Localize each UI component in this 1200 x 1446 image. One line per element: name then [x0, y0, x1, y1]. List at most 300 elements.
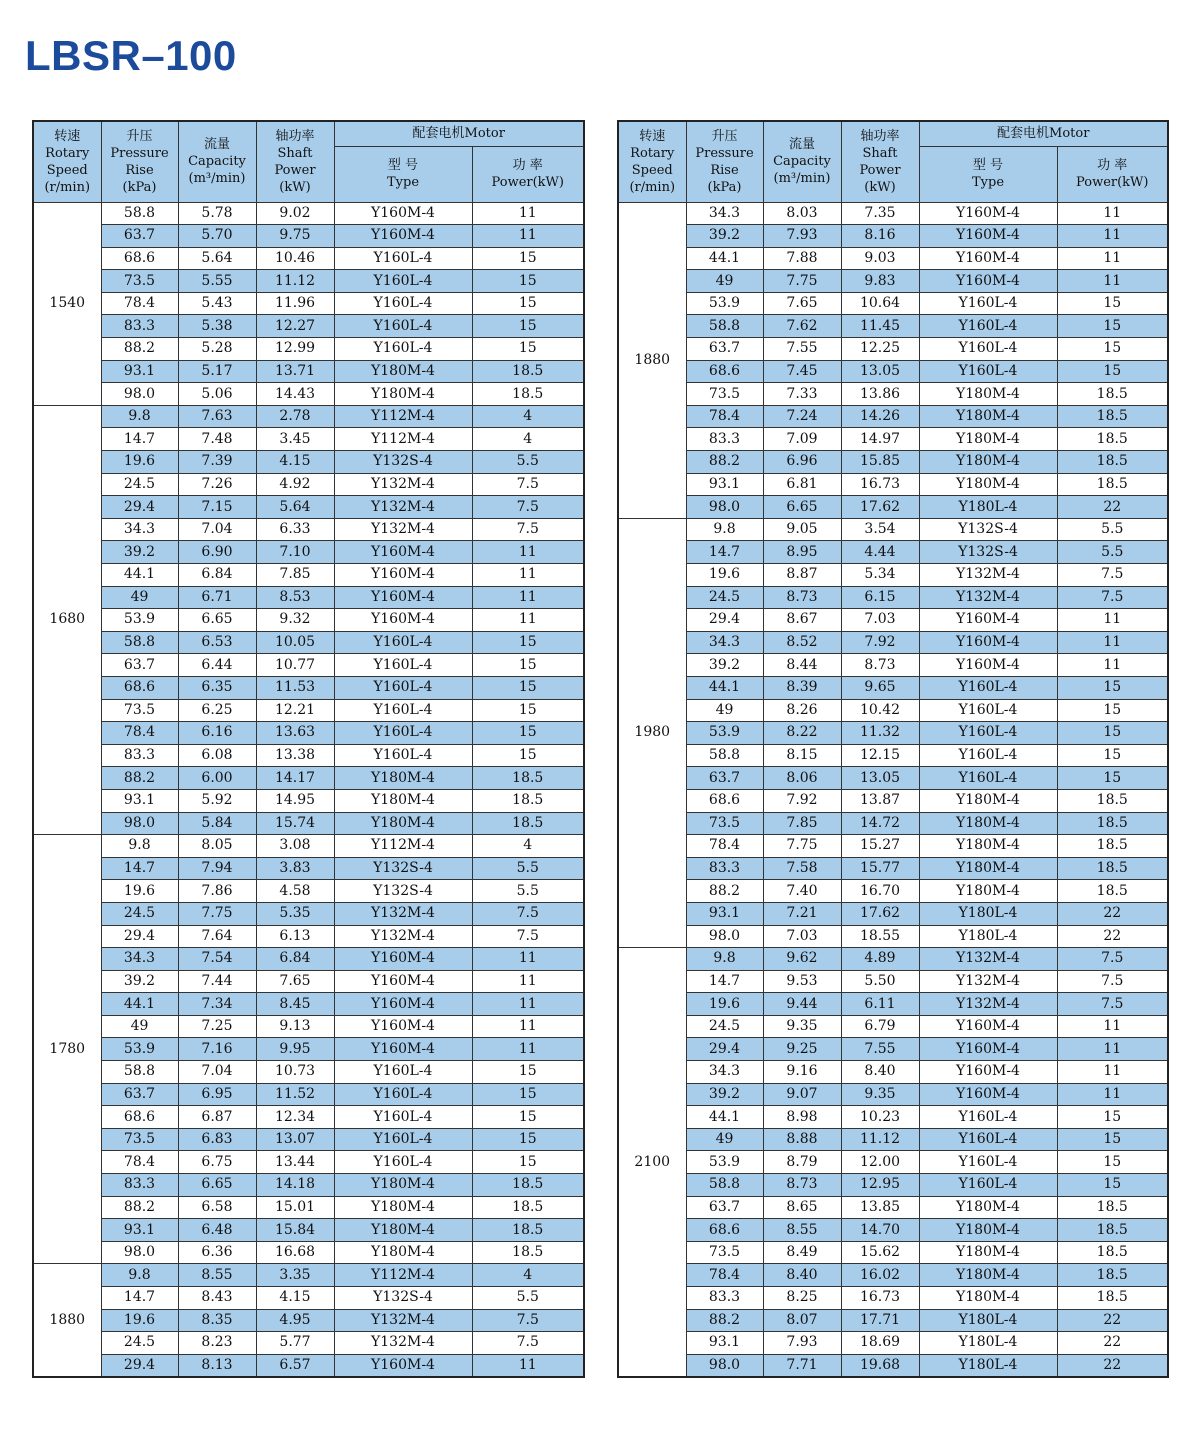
table-row — [33, 789, 584, 812]
shaft-power-cell: 16.02 — [841, 1264, 919, 1287]
capacity-cell: 8.22 — [763, 722, 841, 745]
motor-type-cell: Y160L-4 — [334, 654, 472, 677]
capacity-cell: 8.67 — [763, 609, 841, 632]
pressure-rise-cell: 14.7 — [686, 970, 763, 993]
page-title: LBSR–100 — [25, 32, 237, 79]
pressure-rise-cell: 78.4 — [686, 1264, 763, 1287]
motor-power-cell: 5.5 — [1057, 541, 1168, 564]
pressure-rise-cell: 93.1 — [101, 789, 178, 812]
shaft-power-cell: 13.05 — [841, 360, 919, 383]
table-row — [33, 699, 584, 722]
motor-power-cell: 7.5 — [472, 496, 584, 519]
motor-power-cell: 18.5 — [1057, 812, 1168, 835]
pressure-rise-cell: 83.3 — [101, 315, 178, 338]
table-row — [618, 496, 1168, 519]
shaft-power-cell: 4.15 — [256, 1287, 334, 1310]
capacity-cell: 7.64 — [178, 925, 256, 948]
shaft-power-cell: 12.27 — [256, 315, 334, 338]
table-row — [618, 360, 1168, 383]
pressure-rise-cell: 29.4 — [686, 1038, 763, 1061]
table-row — [33, 1196, 584, 1219]
motor-type-cell: Y132M-4 — [334, 496, 472, 519]
pressure-rise-cell: 34.3 — [686, 631, 763, 654]
motor-type-cell: Y180M-4 — [334, 360, 472, 383]
pressure-rise-cell: 93.1 — [686, 1332, 763, 1355]
table-row — [33, 360, 584, 383]
shaft-power-cell: 10.64 — [841, 292, 919, 315]
header-motor-type — [334, 146, 472, 202]
capacity-cell: 7.40 — [763, 880, 841, 903]
motor-type-cell: Y132M-4 — [334, 518, 472, 541]
motor-type-cell: Y160L-4 — [919, 292, 1057, 315]
capacity-cell: 9.05 — [763, 518, 841, 541]
pressure-rise-cell: 63.7 — [101, 225, 178, 248]
shaft-power-cell: 12.99 — [256, 338, 334, 361]
table-row — [33, 654, 584, 677]
shaft-power-cell: 15.01 — [256, 1196, 334, 1219]
shaft-power-cell: 14.97 — [841, 428, 919, 451]
capacity-cell: 7.88 — [763, 247, 841, 270]
table-row — [33, 993, 584, 1016]
motor-power-cell: 5.5 — [472, 880, 584, 903]
pressure-rise-cell: 93.1 — [101, 360, 178, 383]
shaft-power-cell: 14.17 — [256, 767, 334, 790]
pressure-rise-cell: 9.8 — [686, 948, 763, 971]
capacity-cell: 5.64 — [178, 247, 256, 270]
capacity-cell: 5.43 — [178, 292, 256, 315]
header-motor-label: 配套电机Motor — [412, 126, 505, 142]
pressure-rise-cell: 9.8 — [101, 835, 178, 858]
header-rotary-speed-label: 转速 Rotary Speed (r/min) — [44, 128, 91, 195]
pressure-rise-cell: 19.6 — [686, 993, 763, 1016]
capacity-cell: 7.15 — [178, 496, 256, 519]
shaft-power-cell: 15.77 — [841, 857, 919, 880]
capacity-cell: 8.44 — [763, 654, 841, 677]
motor-type-cell: Y132S-4 — [334, 880, 472, 903]
pressure-rise-cell: 98.0 — [686, 925, 763, 948]
table-row — [33, 383, 584, 406]
pressure-rise-cell: 78.4 — [101, 722, 178, 745]
shaft-power-cell: 6.11 — [841, 993, 919, 1016]
motor-power-cell: 18.5 — [472, 812, 584, 835]
shaft-power-cell: 11.45 — [841, 315, 919, 338]
table-row — [33, 564, 584, 587]
motor-power-cell: 15 — [1057, 1106, 1168, 1129]
motor-type-cell: Y132M-4 — [919, 586, 1057, 609]
table-row — [33, 857, 584, 880]
table-row — [618, 473, 1168, 496]
capacity-cell: 7.93 — [763, 1332, 841, 1355]
shaft-power-cell: 3.54 — [841, 518, 919, 541]
motor-power-cell: 15 — [472, 247, 584, 270]
table-row — [618, 744, 1168, 767]
header-motor-label: 配套电机Motor — [997, 126, 1090, 142]
motor-type-cell: Y160L-4 — [919, 767, 1057, 790]
table-row — [618, 880, 1168, 903]
pressure-rise-cell: 19.6 — [101, 880, 178, 903]
pressure-rise-cell: 68.6 — [101, 247, 178, 270]
table-row — [33, 225, 584, 248]
motor-type-cell: Y160L-4 — [334, 247, 472, 270]
motor-type-cell: Y160M-4 — [919, 202, 1057, 225]
shaft-power-cell: 10.23 — [841, 1106, 919, 1129]
capacity-cell: 7.25 — [178, 1015, 256, 1038]
motor-power-cell: 15 — [1057, 744, 1168, 767]
table-row — [33, 1219, 584, 1242]
motor-power-cell: 15 — [472, 1061, 584, 1084]
pressure-rise-cell: 34.3 — [101, 518, 178, 541]
motor-type-cell: Y160L-4 — [919, 360, 1057, 383]
shaft-power-cell: 18.69 — [841, 1332, 919, 1355]
shaft-power-cell: 12.15 — [841, 744, 919, 767]
pressure-rise-cell: 78.4 — [101, 1151, 178, 1174]
motor-type-cell: Y160L-4 — [334, 1083, 472, 1106]
shaft-power-cell: 5.50 — [841, 970, 919, 993]
table-row — [33, 1287, 584, 1310]
motor-type-cell: Y132M-4 — [334, 473, 472, 496]
motor-type-cell: Y180M-4 — [334, 383, 472, 406]
rotary-speed-cell: 2100 — [618, 948, 686, 1378]
table-body — [618, 202, 1168, 1377]
pressure-rise-cell: 29.4 — [101, 925, 178, 948]
pressure-rise-cell: 58.8 — [686, 1174, 763, 1197]
motor-type-cell: Y180M-4 — [334, 1241, 472, 1264]
table-row — [33, 1174, 584, 1197]
shaft-power-cell: 2.78 — [256, 405, 334, 428]
table-row — [33, 1106, 584, 1129]
pressure-rise-cell: 49 — [686, 1128, 763, 1151]
table-row — [618, 1151, 1168, 1174]
shaft-power-cell: 13.38 — [256, 744, 334, 767]
motor-type-cell: Y180M-4 — [919, 451, 1057, 474]
pressure-rise-cell: 44.1 — [101, 993, 178, 1016]
pressure-rise-cell: 68.6 — [686, 789, 763, 812]
motor-type-cell: Y160L-4 — [919, 1174, 1057, 1197]
motor-power-cell: 15 — [472, 631, 584, 654]
pressure-rise-cell: 39.2 — [101, 970, 178, 993]
shaft-power-cell: 9.75 — [256, 225, 334, 248]
motor-power-cell: 15 — [1057, 315, 1168, 338]
capacity-cell: 7.93 — [763, 225, 841, 248]
motor-power-cell: 5.5 — [472, 857, 584, 880]
shaft-power-cell: 8.16 — [841, 225, 919, 248]
motor-power-cell: 11 — [472, 970, 584, 993]
table-row — [33, 1061, 584, 1084]
table-row — [33, 1332, 584, 1355]
capacity-cell: 7.39 — [178, 451, 256, 474]
motor-power-cell: 11 — [472, 993, 584, 1016]
table-row — [618, 202, 1168, 225]
pressure-rise-cell: 24.5 — [101, 902, 178, 925]
table-row — [618, 789, 1168, 812]
motor-type-cell: Y160M-4 — [919, 1038, 1057, 1061]
table-row — [33, 586, 584, 609]
motor-type-cell: Y180L-4 — [919, 496, 1057, 519]
pressure-rise-cell: 29.4 — [101, 1354, 178, 1377]
table-body — [33, 202, 584, 1377]
capacity-cell: 8.35 — [178, 1309, 256, 1332]
motor-power-cell: 4 — [472, 428, 584, 451]
shaft-power-cell: 12.34 — [256, 1106, 334, 1129]
pressure-rise-cell: 49 — [686, 699, 763, 722]
shaft-power-cell: 8.73 — [841, 654, 919, 677]
table-row — [618, 541, 1168, 564]
motor-power-cell: 15 — [1057, 360, 1168, 383]
motor-power-cell: 7.5 — [472, 1309, 584, 1332]
rotary-speed-cell: 1880 — [618, 202, 686, 518]
shaft-power-cell: 4.89 — [841, 948, 919, 971]
motor-power-cell: 18.5 — [1057, 1196, 1168, 1219]
motor-power-cell: 15 — [472, 1106, 584, 1129]
shaft-power-cell: 17.62 — [841, 902, 919, 925]
motor-type-cell: Y180M-4 — [919, 1219, 1057, 1242]
motor-power-cell: 7.5 — [472, 473, 584, 496]
shaft-power-cell: 3.45 — [256, 428, 334, 451]
motor-type-cell: Y180M-4 — [919, 1287, 1057, 1310]
pressure-rise-cell: 29.4 — [101, 496, 178, 519]
table-row — [618, 225, 1168, 248]
capacity-cell: 6.53 — [178, 631, 256, 654]
motor-power-cell: 11 — [1057, 202, 1168, 225]
table-row — [618, 948, 1168, 971]
motor-type-cell: Y180L-4 — [919, 1332, 1057, 1355]
capacity-cell: 8.95 — [763, 541, 841, 564]
motor-type-cell: Y160M-4 — [334, 993, 472, 1016]
motor-type-cell: Y160L-4 — [919, 1106, 1057, 1129]
shaft-power-cell: 13.85 — [841, 1196, 919, 1219]
motor-type-cell: Y160L-4 — [334, 699, 472, 722]
shaft-power-cell: 8.40 — [841, 1061, 919, 1084]
header-motor-type-label: 型 号 Type — [971, 158, 1005, 190]
capacity-cell: 7.92 — [763, 789, 841, 812]
motor-type-cell: Y160M-4 — [334, 1038, 472, 1061]
table-row — [618, 405, 1168, 428]
pressure-rise-cell: 9.8 — [101, 1264, 178, 1287]
table-row — [618, 1061, 1168, 1084]
motor-power-cell: 18.5 — [472, 1196, 584, 1219]
motor-type-cell: Y160M-4 — [334, 564, 472, 587]
table-row — [618, 925, 1168, 948]
table-row — [618, 857, 1168, 880]
capacity-cell: 7.45 — [763, 360, 841, 383]
pressure-rise-cell: 24.5 — [101, 1332, 178, 1355]
rotary-speed-cell: 1980 — [618, 518, 686, 947]
header-shaft-power — [841, 121, 919, 202]
capacity-cell: 8.52 — [763, 631, 841, 654]
capacity-cell: 9.62 — [763, 948, 841, 971]
shaft-power-cell: 11.32 — [841, 722, 919, 745]
pressure-rise-cell: 63.7 — [686, 1196, 763, 1219]
pressure-rise-cell: 73.5 — [101, 1128, 178, 1151]
capacity-cell: 5.84 — [178, 812, 256, 835]
motor-type-cell: Y132S-4 — [919, 518, 1057, 541]
pressure-rise-cell: 93.1 — [101, 1219, 178, 1242]
motor-type-cell: Y180M-4 — [919, 1241, 1057, 1264]
shaft-power-cell: 5.35 — [256, 902, 334, 925]
header-shaft-power-label: 轴功率 Shaft Power (kW) — [859, 128, 901, 195]
capacity-cell: 7.85 — [763, 812, 841, 835]
motor-power-cell: 15 — [472, 1083, 584, 1106]
table-row — [33, 1241, 584, 1264]
capacity-cell: 8.23 — [178, 1332, 256, 1355]
table-row — [618, 699, 1168, 722]
motor-power-cell: 11 — [1057, 631, 1168, 654]
shaft-power-cell: 11.12 — [256, 270, 334, 293]
motor-power-cell: 15 — [1057, 1174, 1168, 1197]
table-row — [618, 1332, 1168, 1355]
capacity-cell: 7.75 — [763, 270, 841, 293]
capacity-cell: 9.07 — [763, 1083, 841, 1106]
motor-power-cell: 4 — [472, 1264, 584, 1287]
motor-type-cell: Y180L-4 — [919, 1309, 1057, 1332]
pressure-rise-cell: 44.1 — [686, 1106, 763, 1129]
pressure-rise-cell: 73.5 — [101, 699, 178, 722]
header-pressure-rise-label: 升压 Pressure Rise (kPa) — [695, 128, 754, 195]
capacity-cell: 7.55 — [763, 338, 841, 361]
pressure-rise-cell: 73.5 — [101, 270, 178, 293]
motor-power-cell: 11 — [472, 1038, 584, 1061]
table-row — [33, 767, 584, 790]
table-row — [618, 835, 1168, 858]
shaft-power-cell: 7.03 — [841, 609, 919, 632]
table-row — [33, 1354, 584, 1377]
capacity-cell: 5.17 — [178, 360, 256, 383]
table-row — [33, 835, 584, 858]
table-row — [618, 428, 1168, 451]
motor-type-cell: Y160L-4 — [334, 270, 472, 293]
pressure-rise-cell: 78.4 — [686, 405, 763, 428]
capacity-cell: 8.65 — [763, 1196, 841, 1219]
pressure-rise-cell: 88.2 — [101, 338, 178, 361]
table-row — [33, 1015, 584, 1038]
motor-power-cell: 22 — [1057, 496, 1168, 519]
shaft-power-cell: 16.70 — [841, 880, 919, 903]
capacity-cell: 7.48 — [178, 428, 256, 451]
pressure-rise-cell: 53.9 — [686, 292, 763, 315]
pressure-rise-cell: 63.7 — [101, 1083, 178, 1106]
capacity-cell: 5.70 — [178, 225, 256, 248]
shaft-power-cell: 13.07 — [256, 1128, 334, 1151]
capacity-cell: 7.03 — [763, 925, 841, 948]
table-row — [618, 722, 1168, 745]
motor-power-cell: 15 — [1057, 767, 1168, 790]
capacity-cell: 8.43 — [178, 1287, 256, 1310]
header-motor-type-label: 型 号 Type — [386, 158, 420, 190]
table-row — [618, 1264, 1168, 1287]
motor-power-cell: 18.5 — [1057, 405, 1168, 428]
capacity-cell: 8.73 — [763, 1174, 841, 1197]
motor-power-cell: 18.5 — [1057, 789, 1168, 812]
shaft-power-cell: 14.26 — [841, 405, 919, 428]
motor-power-cell: 18.5 — [1057, 880, 1168, 903]
motor-power-cell: 7.5 — [1057, 948, 1168, 971]
table-row — [33, 496, 584, 519]
capacity-cell: 8.25 — [763, 1287, 841, 1310]
motor-power-cell: 7.5 — [1057, 586, 1168, 609]
motor-power-cell: 15 — [472, 1128, 584, 1151]
motor-type-cell: Y180M-4 — [334, 1219, 472, 1242]
shaft-power-cell: 9.83 — [841, 270, 919, 293]
shaft-power-cell: 5.34 — [841, 564, 919, 587]
motor-power-cell: 7.5 — [472, 518, 584, 541]
shaft-power-cell: 14.18 — [256, 1174, 334, 1197]
motor-power-cell: 7.5 — [472, 925, 584, 948]
table-row — [618, 338, 1168, 361]
capacity-cell: 6.96 — [763, 451, 841, 474]
motor-power-cell: 11 — [472, 202, 584, 225]
pressure-rise-cell: 49 — [101, 1015, 178, 1038]
motor-power-cell: 7.5 — [1057, 564, 1168, 587]
motor-power-cell: 22 — [1057, 902, 1168, 925]
table-row — [33, 405, 584, 428]
shaft-power-cell: 11.53 — [256, 676, 334, 699]
motor-power-cell: 22 — [1057, 925, 1168, 948]
shaft-power-cell: 13.71 — [256, 360, 334, 383]
pressure-rise-cell: 19.6 — [101, 451, 178, 474]
rotary-speed-cell: 1680 — [33, 405, 101, 834]
capacity-cell: 8.87 — [763, 564, 841, 587]
shaft-power-cell: 4.15 — [256, 451, 334, 474]
performance-table-left — [32, 120, 585, 1378]
table-row — [33, 676, 584, 699]
motor-power-cell: 18.5 — [472, 1241, 584, 1264]
shaft-power-cell: 3.83 — [256, 857, 334, 880]
motor-power-cell: 11 — [1057, 225, 1168, 248]
pressure-rise-cell: 98.0 — [101, 1241, 178, 1264]
capacity-cell: 9.44 — [763, 993, 841, 1016]
header-capacity-label: 流量 Capacity (m³/min) — [773, 137, 831, 187]
table-row — [618, 1196, 1168, 1219]
capacity-cell: 6.25 — [178, 699, 256, 722]
motor-power-cell: 11 — [1057, 1061, 1168, 1084]
capacity-cell: 7.75 — [763, 835, 841, 858]
motor-type-cell: Y132S-4 — [334, 451, 472, 474]
motor-type-cell: Y180M-4 — [334, 812, 472, 835]
capacity-cell: 8.73 — [763, 586, 841, 609]
shaft-power-cell: 11.52 — [256, 1083, 334, 1106]
capacity-cell: 7.09 — [763, 428, 841, 451]
motor-type-cell: Y180M-4 — [334, 789, 472, 812]
table-row — [33, 948, 584, 971]
motor-type-cell: Y132S-4 — [334, 857, 472, 880]
header-motor-power-label: 功 率 Power(kW) — [491, 158, 564, 190]
shaft-power-cell: 15.74 — [256, 812, 334, 835]
capacity-cell: 6.90 — [178, 541, 256, 564]
capacity-cell: 7.44 — [178, 970, 256, 993]
capacity-cell: 7.86 — [178, 880, 256, 903]
shaft-power-cell: 18.55 — [841, 925, 919, 948]
motor-type-cell: Y160L-4 — [334, 1061, 472, 1084]
table-row — [618, 1015, 1168, 1038]
motor-type-cell: Y112M-4 — [334, 1264, 472, 1287]
capacity-cell: 6.08 — [178, 744, 256, 767]
pressure-rise-cell: 44.1 — [686, 247, 763, 270]
table-row — [618, 586, 1168, 609]
motor-power-cell: 18.5 — [472, 1219, 584, 1242]
shaft-power-cell: 5.77 — [256, 1332, 334, 1355]
shaft-power-cell: 17.71 — [841, 1309, 919, 1332]
motor-type-cell: Y112M-4 — [334, 405, 472, 428]
pressure-rise-cell: 88.2 — [686, 880, 763, 903]
header-shaft-power-label: 轴功率 Shaft Power (kW) — [274, 128, 316, 195]
shaft-power-cell: 15.27 — [841, 835, 919, 858]
pressure-rise-cell: 73.5 — [686, 383, 763, 406]
capacity-cell: 9.53 — [763, 970, 841, 993]
motor-power-cell: 15 — [472, 744, 584, 767]
capacity-cell: 7.63 — [178, 405, 256, 428]
table-row — [618, 564, 1168, 587]
motor-type-cell: Y180M-4 — [919, 880, 1057, 903]
